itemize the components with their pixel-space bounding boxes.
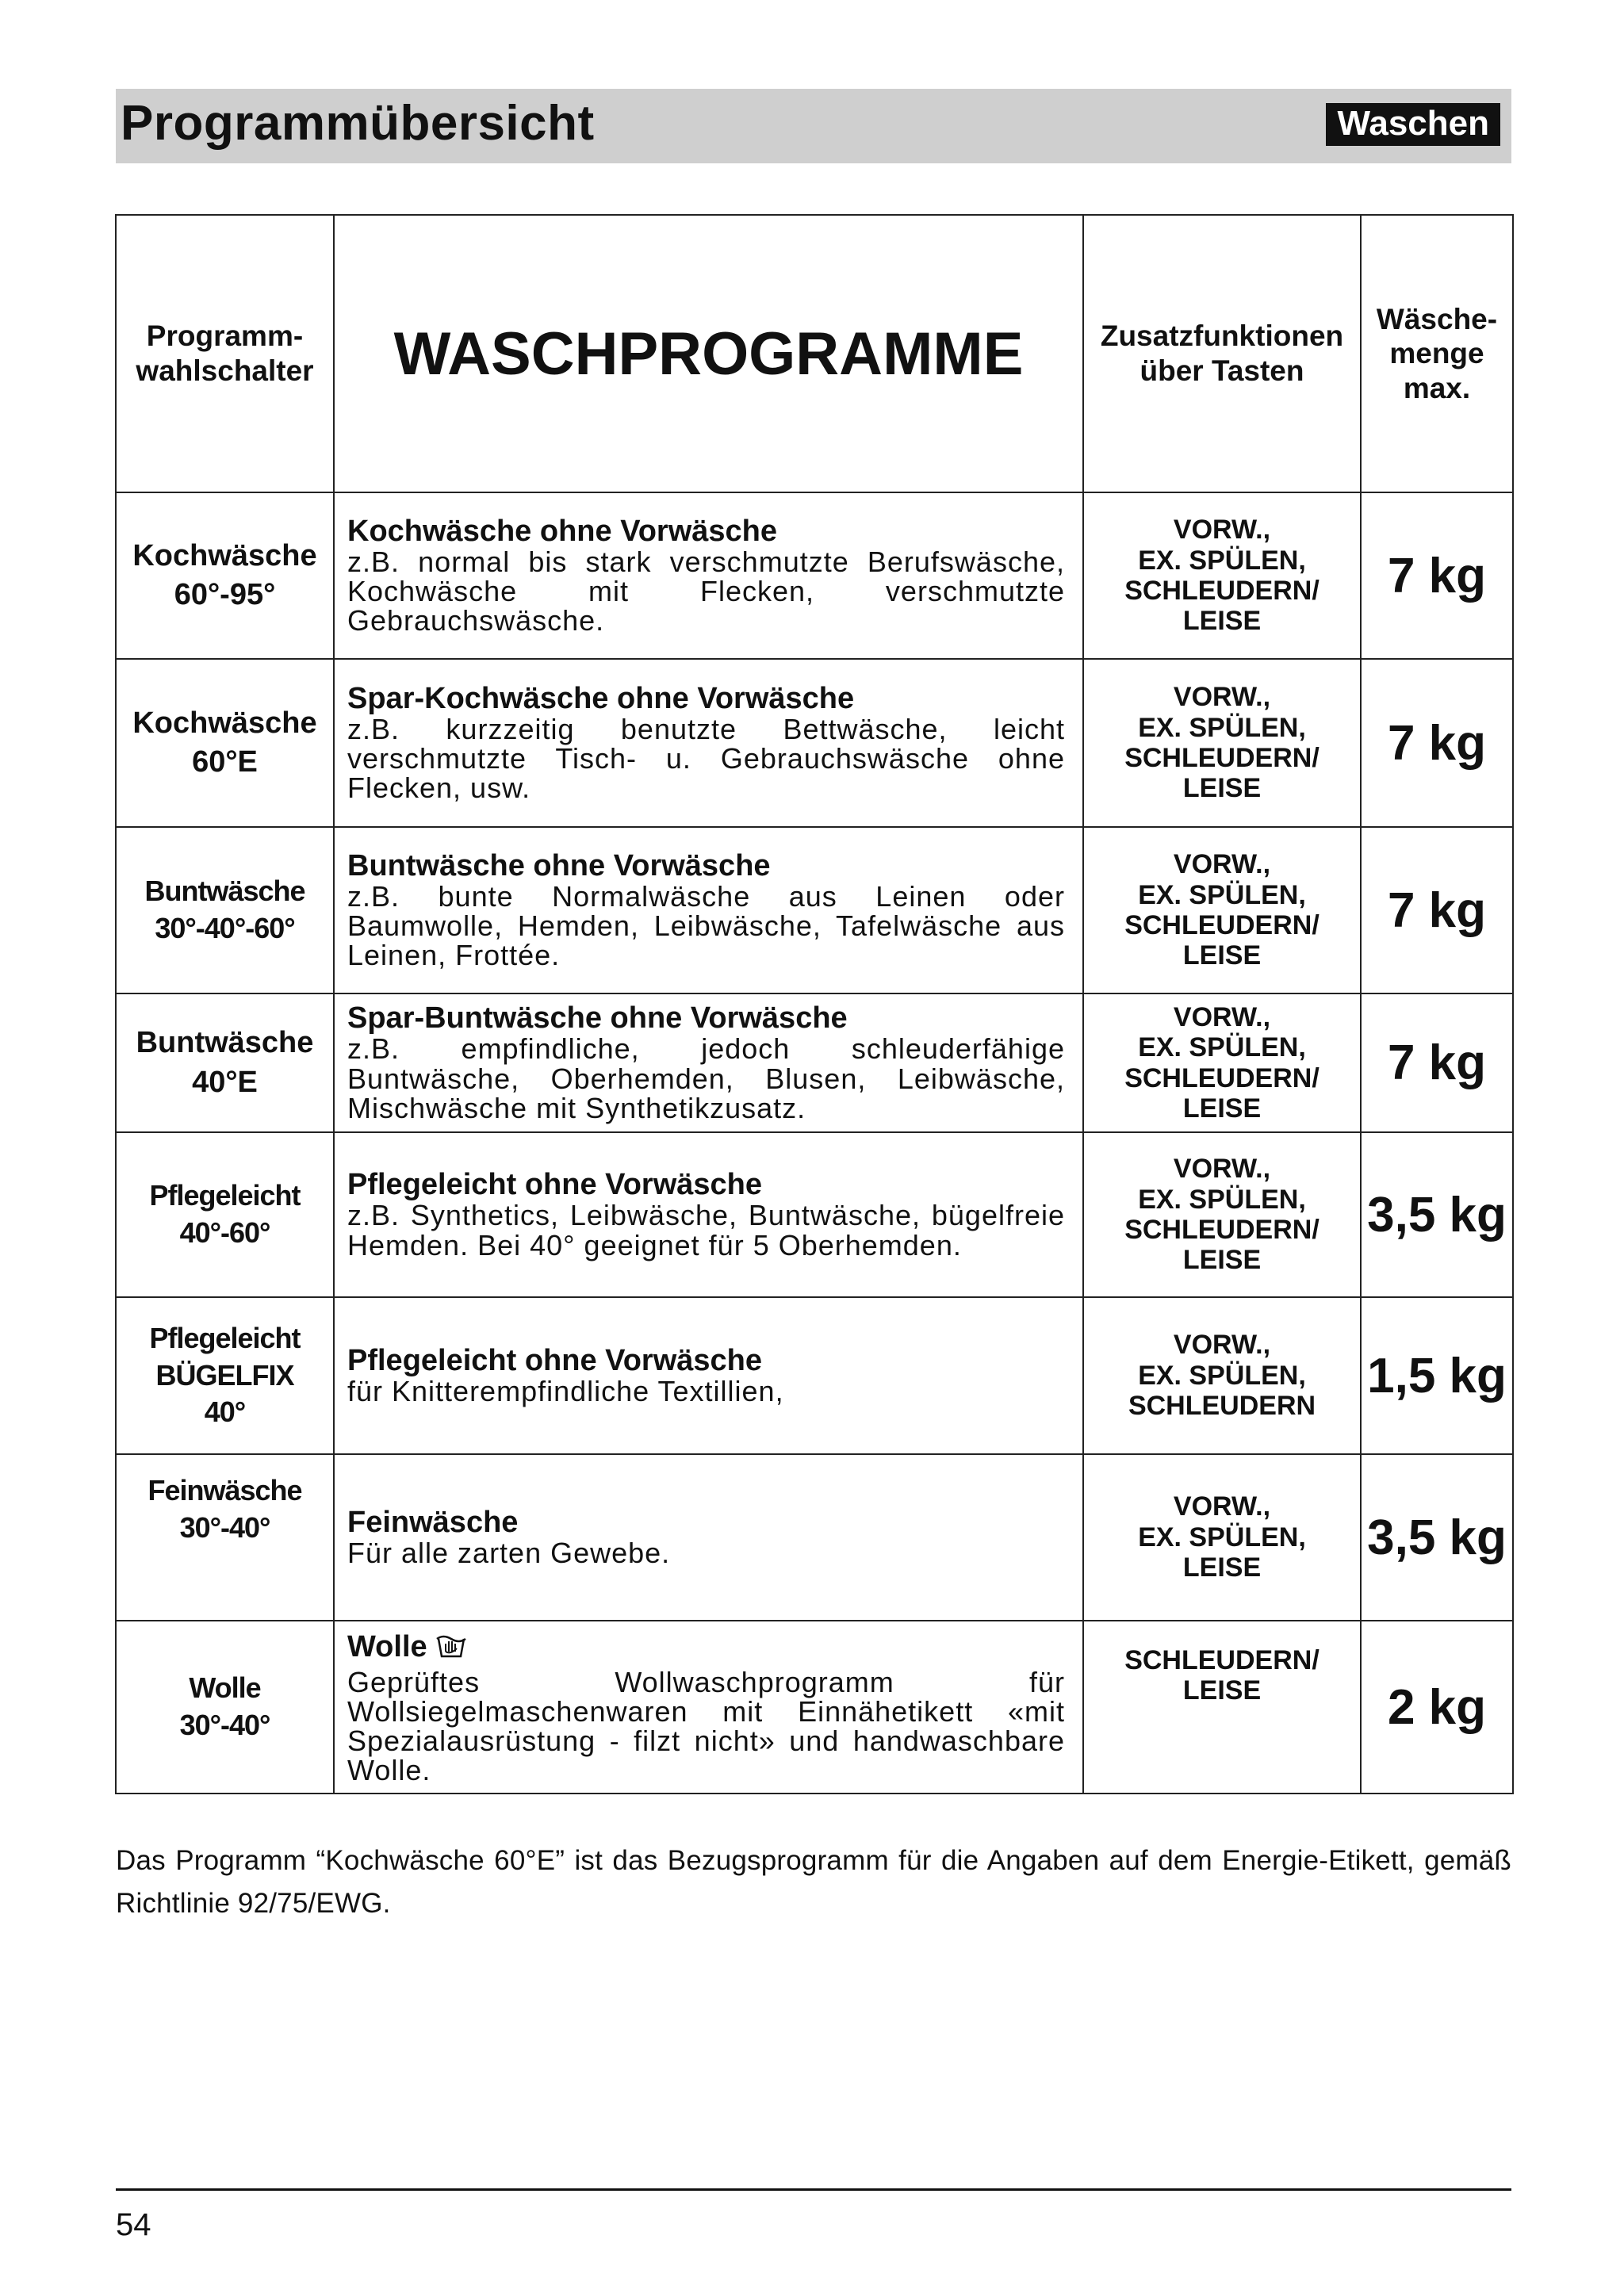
extra-line: SCHLEUDERN/ bbox=[1124, 1062, 1320, 1093]
program-extras bbox=[1083, 1454, 1361, 1621]
extra-line: SCHLEUDERN/ bbox=[1124, 743, 1320, 773]
footnote: Das Programm “Kochwäsche 60°E” ist das Bezugsprogramm für die Angaben auf dem Energie-Etikett, gemäß Richtlinie 92/75/EWG. bbox=[116, 1845, 1511, 1920]
program-text: z.B. empfindliche, jedoch schleuderfähige Buntwäsche, Oberhemden, Blusen, Leibwäsche, Mischwäsche mit Synthetikzusatz. bbox=[347, 1032, 1065, 1124]
footer-divider bbox=[116, 2188, 1511, 2191]
table-row bbox=[116, 492, 1513, 659]
header-load-line: Wäsche- bbox=[1376, 302, 1498, 335]
header-bar bbox=[116, 89, 1511, 163]
program-title: Pflegeleicht ohne Vorwäsche bbox=[347, 1343, 763, 1377]
program-selector bbox=[116, 1454, 334, 1621]
extra-line: SCHLEUDERN/ bbox=[1124, 1215, 1320, 1245]
program-load: 7 kg bbox=[1361, 659, 1513, 827]
extra-line: EX. SPÜLEN, bbox=[1138, 1522, 1306, 1552]
program-load: 3,5 kg bbox=[1361, 1132, 1513, 1297]
program-selector bbox=[116, 659, 334, 827]
table-row bbox=[116, 1621, 1513, 1794]
program-description bbox=[334, 492, 1083, 659]
program-selector bbox=[116, 993, 334, 1132]
program-title: Pflegeleicht ohne Vorwäsche bbox=[347, 1168, 763, 1202]
extra-line: LEISE bbox=[1182, 940, 1262, 971]
program-text: für Knitterempfindliche Textillien, bbox=[347, 1375, 784, 1408]
program-selector bbox=[116, 1621, 334, 1794]
selector-line: Buntwäsche bbox=[136, 1026, 314, 1060]
program-table bbox=[115, 214, 1514, 1794]
selector-line: Pflegeleicht bbox=[149, 1179, 301, 1212]
extra-line: SCHLEUDERN/ bbox=[1124, 576, 1320, 606]
program-description bbox=[334, 1454, 1083, 1621]
selector-line: Pflegeleicht bbox=[149, 1321, 301, 1354]
program-text: z.B. Synthetics, Leibwäsche, Buntwäsche, bügelfreie Hemden. Bei 40° geeignet für 5 Oberhemden. bbox=[347, 1199, 1065, 1261]
extra-line: LEISE bbox=[1182, 1245, 1262, 1276]
header-extras bbox=[1083, 215, 1361, 492]
table-row bbox=[116, 659, 1513, 827]
program-title-wrap bbox=[347, 1629, 1065, 1667]
table-row bbox=[116, 1454, 1513, 1621]
extra-line: LEISE bbox=[1182, 1093, 1262, 1124]
program-load: 2 kg bbox=[1361, 1621, 1513, 1794]
page-title: Programmübersicht bbox=[121, 96, 595, 151]
program-description bbox=[334, 827, 1083, 993]
program-text: z.B. kurzzeitig benutzte Bettwäsche, leicht verschmutzte Tisch- u. Gebrauchswäsche ohne Flecken, usw. bbox=[347, 712, 1065, 805]
table-row bbox=[116, 1132, 1513, 1297]
program-selector bbox=[116, 827, 334, 993]
selector-line: 30°-40° bbox=[179, 1510, 270, 1544]
program-description bbox=[334, 1132, 1083, 1297]
header-load-line: menge bbox=[1389, 337, 1484, 370]
extra-line: LEISE bbox=[1182, 606, 1262, 637]
program-title: Kochwäsche ohne Vorwäsche bbox=[347, 514, 778, 548]
extra-line: EX. SPÜLEN, bbox=[1138, 1032, 1306, 1063]
extra-line: SCHLEUDERN/ bbox=[1124, 910, 1320, 940]
extra-line: VORW., bbox=[1173, 515, 1271, 546]
table-row bbox=[116, 993, 1513, 1132]
program-selector bbox=[116, 492, 334, 659]
extra-line: LEISE bbox=[1182, 773, 1262, 804]
extra-line: EX. SPÜLEN, bbox=[1138, 712, 1306, 743]
extra-line: SCHLEUDERN/ bbox=[1124, 1645, 1320, 1675]
extra-line: EX. SPÜLEN, bbox=[1138, 1360, 1306, 1391]
selector-line: Kochwäsche bbox=[132, 538, 317, 572]
program-title: Feinwäsche bbox=[347, 1505, 519, 1539]
program-extras bbox=[1083, 1297, 1361, 1454]
selector-line: Kochwäsche bbox=[132, 706, 317, 740]
hand-wash-icon bbox=[435, 1629, 467, 1667]
extra-line: EX. SPÜLEN, bbox=[1138, 545, 1306, 576]
extra-line: VORW., bbox=[1173, 849, 1271, 880]
extra-line: VORW., bbox=[1173, 1001, 1271, 1032]
section-tag: Waschen bbox=[1326, 103, 1500, 146]
selector-line: Buntwäsche bbox=[144, 875, 305, 908]
extra-line: LEISE bbox=[1182, 1675, 1262, 1706]
program-description bbox=[334, 1297, 1083, 1454]
program-extras bbox=[1083, 659, 1361, 827]
header-load-line: max. bbox=[1403, 371, 1471, 404]
selector-line: BÜGELFIX bbox=[155, 1358, 294, 1392]
program-extras bbox=[1083, 1621, 1361, 1794]
table-row bbox=[116, 1297, 1513, 1454]
program-extras bbox=[1083, 492, 1361, 659]
extra-line: VORW., bbox=[1173, 1330, 1271, 1361]
header-selector bbox=[116, 215, 334, 492]
program-text: z.B. bunte Normalwäsche aus Leinen oder Baumwolle, Hemden, Leibwäsche, Tafelwäsche aus Leinen, Frottée. bbox=[347, 879, 1065, 972]
program-load: 1,5 kg bbox=[1361, 1297, 1513, 1454]
header-load bbox=[1361, 215, 1513, 492]
program-extras bbox=[1083, 993, 1361, 1132]
extra-line: EX. SPÜLEN, bbox=[1138, 1184, 1306, 1215]
extra-line: VORW., bbox=[1173, 1491, 1271, 1522]
header-selector-line: wahlschalter bbox=[136, 354, 314, 387]
program-title: Wolle bbox=[347, 1630, 427, 1663]
extra-line: SCHLEUDERN bbox=[1128, 1391, 1316, 1422]
program-text: z.B. normal bis stark verschmutzte Berufswäsche, Kochwäsche mit Flecken, verschmutzte Gebrauchswäsche. bbox=[347, 545, 1065, 637]
program-extras bbox=[1083, 1132, 1361, 1297]
selector-line: 40°E bbox=[192, 1065, 258, 1099]
selector-line: Feinwäsche bbox=[147, 1474, 302, 1506]
table-row bbox=[116, 827, 1513, 993]
header-extras-line: über Tasten bbox=[1139, 354, 1304, 387]
header-selector-line: Programm- bbox=[146, 320, 304, 353]
selector-line: 40°-60° bbox=[179, 1216, 270, 1249]
header-extras-line: Zusatzfunktionen bbox=[1100, 320, 1344, 353]
program-title: Spar-Kochwäsche ohne Vorwäsche bbox=[347, 681, 855, 715]
program-description bbox=[334, 659, 1083, 827]
program-description bbox=[334, 1621, 1083, 1794]
selector-line: 60°-95° bbox=[174, 578, 276, 611]
selector-line: 40° bbox=[204, 1395, 246, 1429]
selector-line: 30°-40° bbox=[179, 1709, 270, 1742]
program-load: 7 kg bbox=[1361, 492, 1513, 659]
header-programs: WASCHPROGRAMME bbox=[334, 215, 1083, 492]
program-load: 7 kg bbox=[1361, 827, 1513, 993]
program-load: 3,5 kg bbox=[1361, 1454, 1513, 1621]
extra-line: LEISE bbox=[1182, 1552, 1262, 1583]
selector-line: 30°-40°-60° bbox=[155, 912, 295, 944]
program-text: Für alle zarten Gewebe. bbox=[347, 1537, 671, 1570]
program-selector bbox=[116, 1297, 334, 1454]
program-title: Buntwäsche ohne Vorwäsche bbox=[347, 848, 771, 882]
extra-line: VORW., bbox=[1173, 682, 1271, 713]
selector-line: Wolle bbox=[189, 1671, 261, 1705]
program-extras bbox=[1083, 827, 1361, 993]
program-description bbox=[334, 993, 1083, 1132]
selector-line: 60°E bbox=[192, 745, 258, 779]
extra-line: EX. SPÜLEN, bbox=[1138, 879, 1306, 910]
extra-line: VORW., bbox=[1173, 1154, 1271, 1185]
table-header-row bbox=[116, 215, 1513, 492]
page-number: 54 bbox=[116, 2207, 151, 2242]
program-load: 7 kg bbox=[1361, 993, 1513, 1132]
program-text: Geprüftes Wollwaschprogramm für Wollsiegelmaschenwaren mit Einnähetikett «mit Spezialausrüstung - filzt nicht» und handwaschbare Wolle. bbox=[347, 1666, 1065, 1787]
program-title: Spar-Buntwäsche ohne Vorwäsche bbox=[347, 1001, 848, 1036]
program-selector bbox=[116, 1132, 334, 1297]
